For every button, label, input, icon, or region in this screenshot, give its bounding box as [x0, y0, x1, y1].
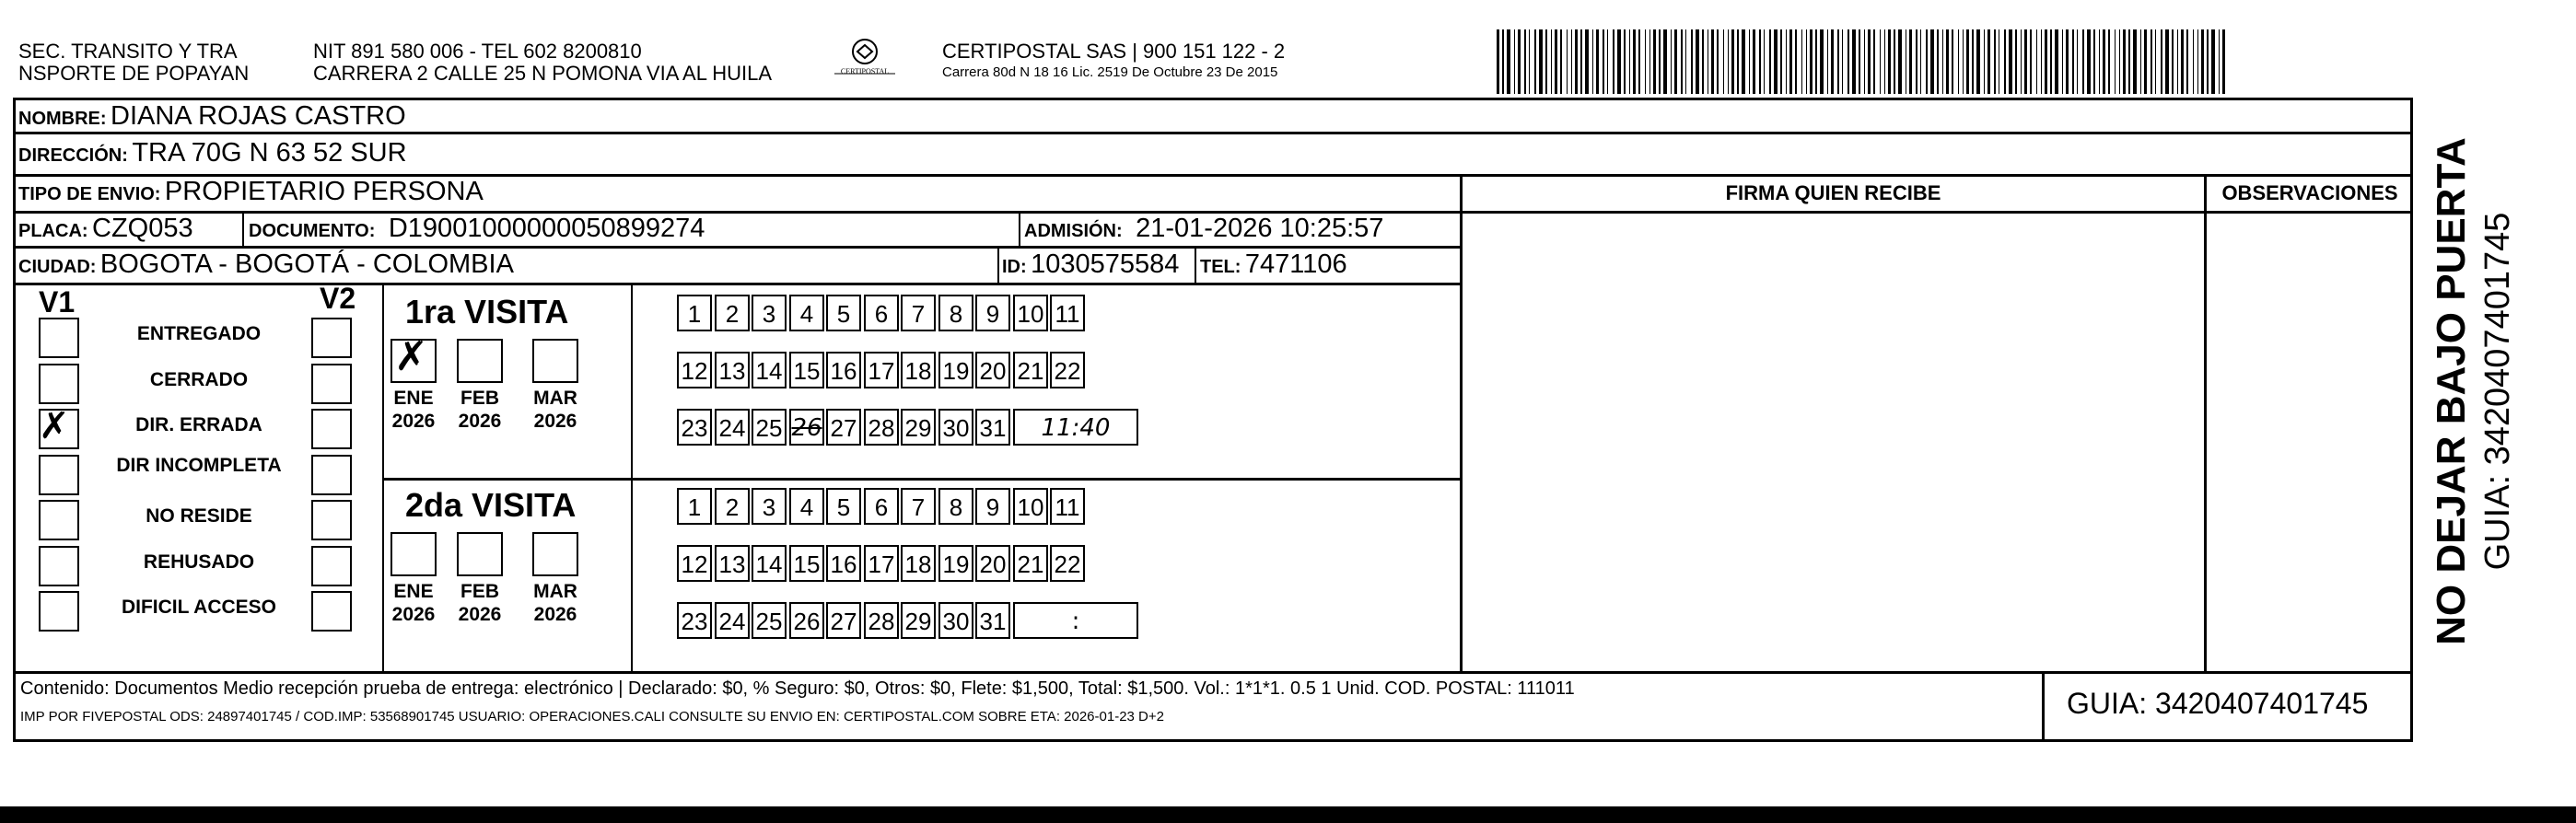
barcode-bar	[2045, 29, 2047, 94]
direccion-label: DIRECCIÓN:	[18, 145, 128, 166]
bottom-band	[0, 806, 2576, 823]
barcode-bar	[2055, 29, 2058, 94]
barcode-bar	[1638, 29, 1640, 94]
second-visit-day-box[interactable]: 8	[938, 488, 973, 525]
barcode-bar	[1633, 29, 1636, 94]
second-visit-day-box[interactable]: 26	[789, 602, 824, 639]
second-visit-day-box[interactable]: 29	[901, 602, 936, 639]
first-visit-day-box[interactable]: 11	[1050, 295, 1085, 331]
barcode-bar	[1898, 29, 1902, 94]
documento-label: DOCUMENTO:	[249, 221, 376, 241]
v1-checkbox[interactable]	[39, 455, 79, 495]
barcode-bar	[2009, 29, 2012, 94]
nombre-value: DIANA ROJAS CASTRO	[111, 101, 406, 131]
company-logo	[833, 37, 897, 85]
second-visit-day-box[interactable]: 21	[1013, 545, 1048, 582]
barcode-bar	[1696, 29, 1699, 94]
barcode-bar	[1831, 29, 1834, 94]
logo-text: CERTIPOSTAL	[840, 67, 890, 75]
barcode-bar	[2062, 29, 2063, 94]
barcode-bar	[1645, 29, 1646, 94]
side-guia: GUIA: 3420407401745	[2478, 212, 2517, 571]
v2-checkbox[interactable]	[311, 455, 352, 495]
status-label: REHUSADO	[143, 551, 255, 573]
barcode-bar	[2041, 29, 2042, 94]
second-visit-title: 2da VISITA	[405, 486, 577, 524]
barcode-bar	[1514, 29, 1515, 94]
barcode-bar	[2082, 29, 2084, 94]
barcode-bar	[1894, 29, 1895, 94]
second-visit-day-box[interactable]: 15	[789, 545, 824, 582]
nombre-label: NOMBRE:	[18, 109, 107, 129]
barcode-bar	[2123, 29, 2126, 94]
second-visit-month-year: 2026	[391, 604, 436, 625]
barcode-bar	[2036, 29, 2037, 94]
second-visit-day-box[interactable]: 18	[901, 545, 936, 582]
first-visit-month-checkbox[interactable]	[457, 339, 503, 383]
first-visit-day-box[interactable]: 29	[901, 409, 936, 446]
ciudad-value: BOGOTA - BOGOTÁ - COLOMBIA	[99, 249, 514, 279]
second-visit-time-box[interactable]: :	[1013, 602, 1138, 639]
barcode-bar	[2050, 29, 2052, 94]
admision-value: 21-01-2026 10:25:57	[1136, 214, 1384, 243]
second-visit-day-box[interactable]: 19	[938, 545, 973, 582]
v2-checkbox[interactable]	[311, 546, 352, 586]
barcode-bar	[2087, 29, 2091, 94]
v2-checkbox[interactable]	[311, 409, 352, 449]
admision-cell	[1024, 214, 1383, 244]
first-visit-day-box[interactable]: 15	[789, 352, 824, 388]
barcode-bar	[1545, 29, 1547, 94]
barcode-bar	[2072, 29, 2074, 94]
barcode-bar	[1674, 29, 1677, 94]
first-visit-day-box[interactable]: 14	[752, 352, 787, 388]
barcode-bar	[1659, 29, 1661, 94]
barcode-bar	[1749, 29, 1750, 94]
second-visit-day-box[interactable]: 5	[826, 488, 861, 525]
barcode-bar	[2004, 29, 2006, 94]
tipo-label: TIPO DE ENVIO:	[18, 184, 161, 204]
barcode-bar	[1649, 29, 1650, 94]
first-visit-day-box[interactable]: 22	[1050, 352, 1085, 388]
barcode-bar	[2201, 29, 2204, 94]
barcode-bar	[1681, 29, 1683, 94]
second-visit-day-box[interactable]: 10	[1013, 488, 1048, 525]
barcode-bar	[2108, 29, 2110, 94]
second-visit-month-label: ENE 2026	[386, 580, 441, 626]
barcode-bar	[1691, 29, 1693, 94]
v2-checkbox[interactable]	[311, 500, 352, 540]
no-dejar-bajo-puerta: NO DEJAR BAJO PUERTA	[2429, 137, 2474, 645]
barcode-bar	[2103, 29, 2105, 94]
tel-value: 7471106	[1244, 249, 1347, 279]
barcode-bar	[2211, 29, 2215, 94]
first-visit-month-label: FEB 2026	[452, 387, 507, 433]
first-visit-day-box[interactable]: 17	[864, 352, 899, 388]
barcode-bar	[1653, 29, 1656, 94]
barcode-bar	[1497, 29, 1499, 94]
barcode-bar	[1873, 29, 1875, 94]
barcode-bar	[2151, 29, 2152, 94]
first-visit-day-box[interactable]: 28	[864, 409, 899, 446]
status-label: NO RESIDE	[146, 505, 252, 527]
first-visit-day-box[interactable]: 24	[715, 409, 750, 446]
second-visit-day-box[interactable]: 4	[789, 488, 824, 525]
barcode-bar	[1737, 29, 1739, 94]
barcode-bar	[1847, 29, 1849, 94]
v1-checkbox[interactable]	[39, 318, 79, 358]
barcode-bar	[2161, 29, 2162, 94]
second-visit-day-box[interactable]: 12	[677, 545, 712, 582]
barcode-bar	[1524, 29, 1526, 94]
second-visit-day-box[interactable]: 22	[1050, 545, 1085, 582]
first-visit-day-box[interactable]: 31	[975, 409, 1010, 446]
barcode-bar	[1994, 29, 1996, 94]
barcode-bar	[1976, 29, 1980, 94]
company-line: CERTIPOSTAL SAS | 900 151 122 - 2	[942, 40, 1286, 63]
first-visit-day-box[interactable]: 5	[826, 295, 861, 331]
barcode-bar	[2077, 29, 2078, 94]
first-visit-day-box[interactable]: 30	[938, 409, 973, 446]
first-visit-day-box[interactable]: 23	[677, 409, 712, 446]
barcode-bar	[1617, 29, 1621, 94]
barcode-bar	[1880, 29, 1881, 94]
barcode-bar	[1966, 29, 1969, 94]
v2-label: V2	[320, 282, 356, 315]
barcode-bar	[1984, 29, 1985, 94]
second-visit-month-label: MAR 2026	[528, 580, 583, 626]
id-label: ID:	[1002, 257, 1027, 277]
admision-label: ADMISIÓN:	[1024, 221, 1123, 241]
barcode-bar	[1780, 29, 1782, 94]
v2-checkbox[interactable]	[311, 364, 352, 404]
barcode-bar	[1759, 29, 1761, 94]
first-visit-month-year: 2026	[458, 411, 502, 432]
barcode-bar	[1580, 29, 1582, 94]
footer-content-line: Contenido: Documentos Medio recepción prueba de entrega: electrónico | Declarado: $0, % Seguro: $0, Otros: $0, Flete: $1,500, Total: $1,500. Vol.: 1*1*1. 0.5 1 Unid. COD. POSTAL: 111011	[20, 678, 1575, 699]
placa-cell	[18, 214, 193, 244]
barcode-bar	[1592, 29, 1593, 94]
barcode-bar	[2015, 29, 2017, 94]
status-label: ENTREGADO	[136, 323, 262, 344]
second-visit-month-checkbox[interactable]	[390, 532, 437, 576]
barcode-bar	[2165, 29, 2169, 94]
barcode-bar	[2144, 29, 2147, 94]
first-visit-day-box[interactable]: 1	[677, 295, 712, 331]
sender-line-2: NSPORTE DE POPAYAN	[18, 62, 250, 85]
placa-value: CZQ053	[92, 214, 193, 243]
barcode-bar	[2177, 29, 2178, 94]
barcode-bar	[1731, 29, 1734, 94]
status-label: DIR INCOMPLETA	[116, 455, 282, 476]
second-visit-day-box[interactable]: 16	[826, 545, 861, 582]
nit-block	[313, 41, 772, 85]
barcode-bar	[1810, 29, 1813, 94]
barcode-bar	[1629, 29, 1630, 94]
direccion-value: TRA 70G N 63 52 SUR	[132, 138, 407, 168]
status-label: DIFICIL ACCESO	[121, 597, 276, 618]
v2-checkbox[interactable]	[311, 591, 352, 632]
first-visit-day-box[interactable]: 12	[677, 352, 712, 388]
first-visit-day-box[interactable]: 2	[715, 295, 750, 331]
barcode-bar	[1827, 29, 1828, 94]
barcode-bar	[1942, 29, 1943, 94]
barcode-bar	[1852, 29, 1856, 94]
barcode-bar	[1884, 29, 1885, 94]
barcode-bar	[1952, 29, 1953, 94]
barcode-bar	[2155, 29, 2156, 94]
barcode-bar	[2193, 29, 2194, 94]
barcode-bar	[2066, 29, 2069, 94]
barcode-bar	[1555, 29, 1557, 94]
second-visit-month-year: 2026	[533, 604, 577, 625]
barcode-bar	[1539, 29, 1543, 94]
barcode-bar	[1786, 29, 1787, 94]
second-visit-day-box[interactable]: 7	[901, 488, 936, 525]
documento-cell	[249, 214, 705, 244]
second-visit-day-box[interactable]: 14	[752, 545, 787, 582]
tel-label: TEL:	[1200, 257, 1241, 277]
v2-checkbox[interactable]	[311, 318, 352, 358]
second-visit-day-box[interactable]: 2	[715, 488, 750, 525]
barcode-bar	[1702, 29, 1704, 94]
first-visit-month-check-mark: ✗	[394, 333, 428, 380]
barcode-bar	[1769, 29, 1771, 94]
barcode-bar	[1815, 29, 1817, 94]
barcode-bar	[1507, 29, 1510, 94]
barcode-bar	[1529, 29, 1530, 94]
barcode-bar	[2021, 29, 2022, 94]
barcode-bar	[1958, 29, 1959, 94]
barcode-bar	[1842, 29, 1843, 94]
barcode-bar	[2093, 29, 2095, 94]
first-visit-day-box[interactable]: 7	[901, 295, 936, 331]
first-visit-day-box[interactable]: 8	[938, 295, 973, 331]
barcode-bar	[1551, 29, 1552, 94]
v1-label: V1	[39, 285, 76, 319]
v1-checkbox[interactable]	[39, 591, 79, 632]
second-visit-day-box[interactable]: 9	[975, 488, 1010, 525]
first-visit-day-box[interactable]: 25	[752, 409, 787, 446]
company-block	[942, 41, 1285, 83]
first-visit-day-box[interactable]: 19	[938, 352, 973, 388]
nombre-row	[18, 101, 406, 132]
barcode-bar	[1920, 29, 1921, 94]
ciudad-label: CIUDAD:	[18, 257, 97, 277]
id-cell	[1002, 249, 1179, 280]
second-visit-month-label: FEB 2026	[452, 580, 507, 626]
barcode-bar	[2207, 29, 2209, 94]
barcode-bar	[2133, 29, 2137, 94]
first-visit-month-label: MAR 2026	[528, 387, 583, 433]
first-visit-day-box[interactable]: 26	[789, 409, 824, 446]
footer-guia: GUIA: 3420407401745	[2067, 687, 2369, 720]
first-visit-month-year: 2026	[533, 411, 577, 432]
second-visit-day-box[interactable]: 1	[677, 488, 712, 525]
first-visit-title: 1ra VISITA	[405, 293, 569, 330]
first-visit-time-box[interactable]: 11:40	[1013, 409, 1138, 446]
barcode-bar	[1671, 29, 1672, 94]
barcode-bar	[2222, 29, 2225, 94]
first-visit-month-label: ENE 2026	[386, 387, 441, 433]
id-value: 1030575584	[1031, 249, 1180, 279]
barcode-bar	[2181, 29, 2184, 94]
barcode-bar	[1820, 29, 1824, 94]
second-visit-day-box[interactable]: 20	[975, 545, 1010, 582]
second-visit-day-box[interactable]: 30	[938, 602, 973, 639]
barcode-bar	[1987, 29, 1990, 94]
second-visit-day-box[interactable]: 31	[975, 602, 1010, 639]
barcode-bar	[1596, 29, 1599, 94]
barcode-bar	[1806, 29, 1807, 94]
second-visit-day-box[interactable]: 17	[864, 545, 899, 582]
sender-block	[18, 41, 249, 85]
barcode-bar	[1946, 29, 1949, 94]
barcode-bar	[1624, 29, 1626, 94]
second-visit-day-box[interactable]: 25	[752, 602, 787, 639]
barcode-bar	[1916, 29, 1917, 94]
first-visit-month-checkbox[interactable]	[532, 339, 578, 383]
observaciones-header: OBSERVACIONES	[2221, 181, 2398, 204]
ciudad-cell	[18, 249, 514, 280]
first-visit-day-box[interactable]: 16	[826, 352, 861, 388]
footer-imp-line: IMP POR FIVEPOSTAL ODS: 24897401745 / COD.IMP: 53568901745 USUARIO: OPERACIONES.CALI CONSULTE SU ENVIO EN: CERTIPOSTAL.COM SOBRE ETA: 2026-01-23 D+2	[20, 709, 1164, 724]
barcode-bar	[2197, 29, 2198, 94]
barcode-bar	[2128, 29, 2130, 94]
address-line: CARRERA 2 CALLE 25 N POMONA VIA AL HUILA	[313, 62, 773, 85]
first-visit-day-box[interactable]: 3	[752, 295, 787, 331]
status-label: CERRADO	[149, 369, 249, 390]
barcode-bar	[1585, 29, 1589, 94]
barcode-bar	[1764, 29, 1765, 94]
v1-checkbox[interactable]	[39, 364, 79, 404]
first-visit-day-box[interactable]: 21	[1013, 352, 1048, 388]
first-visit-day-box[interactable]: 9	[975, 295, 1010, 331]
first-visit-day-box[interactable]: 13	[715, 352, 750, 388]
barcode-bar	[2172, 29, 2174, 94]
barcode-bar	[1888, 29, 1891, 94]
barcode-bar	[2119, 29, 2120, 94]
barcode-bar	[1663, 29, 1667, 94]
first-visit-day-box[interactable]: 27	[826, 409, 861, 446]
second-visit-day-box[interactable]: 3	[752, 488, 787, 525]
barcode-bar	[1774, 29, 1778, 94]
barcode-bar	[1518, 29, 1521, 94]
second-visit-month-checkbox[interactable]	[532, 532, 578, 576]
first-visit-day-box[interactable]: 10	[1013, 295, 1048, 331]
barcode-bar	[2115, 29, 2116, 94]
sender-line-1: SEC. TRANSITO Y TRA	[18, 40, 238, 63]
first-visit-day-box[interactable]: 18	[901, 352, 936, 388]
v1-check-mark: ✗	[39, 405, 70, 447]
barcode-bar	[1795, 29, 1797, 94]
barcode-bar	[2099, 29, 2100, 94]
second-visit-day-box[interactable]: 24	[715, 602, 750, 639]
barcode-bar	[2030, 29, 2032, 94]
barcode-bar	[1742, 29, 1745, 94]
barcode-bar	[1711, 29, 1714, 94]
direccion-row	[18, 138, 407, 168]
certipostal-logo-icon	[833, 37, 897, 85]
barcode-bar	[1868, 29, 1871, 94]
barcode-bar	[1972, 29, 1974, 94]
barcode-bar	[1864, 29, 1865, 94]
barcode-bar	[1930, 29, 1934, 94]
first-visit-month-year: 2026	[391, 411, 436, 432]
v1-checkbox[interactable]	[39, 500, 79, 540]
first-visit-day-box[interactable]: 20	[975, 352, 1010, 388]
barcode-bar	[2219, 29, 2220, 94]
status-label: DIR. ERRADA	[135, 414, 262, 435]
second-visit-day-box[interactable]: 11	[1050, 488, 1085, 525]
barcode-bar	[1717, 29, 1719, 94]
side-block	[2429, 129, 2558, 654]
barcode-bar	[2186, 29, 2188, 94]
second-visit-day-box[interactable]: 28	[864, 602, 899, 639]
barcode-bar	[1926, 29, 1928, 94]
second-visit-day-box[interactable]: 13	[715, 545, 750, 582]
barcode-bar	[1571, 29, 1572, 94]
first-visit-day-box[interactable]: 6	[864, 295, 899, 331]
barcode-bar	[1859, 29, 1860, 94]
barcode-bar	[1728, 29, 1729, 94]
second-visit-day-box[interactable]: 27	[826, 602, 861, 639]
documento-value: D19001000000050899274	[388, 214, 705, 243]
nit-line: NIT 891 580 006 - TEL 602 8200810	[313, 40, 642, 63]
barcode-bar	[1963, 29, 1964, 94]
barcode-bar	[1534, 29, 1536, 94]
tipo-row	[18, 177, 484, 207]
barcode-bar	[1937, 29, 1939, 94]
second-visit-day-box[interactable]: 6	[864, 488, 899, 525]
barcode-bar	[1909, 29, 1912, 94]
barcode-bar	[1560, 29, 1562, 94]
v1-checkbox[interactable]	[39, 546, 79, 586]
barcode-bar	[1685, 29, 1686, 94]
tel-cell	[1200, 249, 1347, 280]
barcode-bar	[2024, 29, 2027, 94]
first-visit-day-box[interactable]: 4	[789, 295, 824, 331]
barcode-bar	[2140, 29, 2141, 94]
second-visit-month-checkbox[interactable]	[457, 532, 503, 576]
second-visit-day-box[interactable]: 23	[677, 602, 712, 639]
barcode-bar	[1801, 29, 1802, 94]
barcode-bar	[1567, 29, 1568, 94]
firma-header: FIRMA QUIEN RECIBE	[1725, 181, 1941, 204]
second-visit-month-year: 2026	[458, 604, 502, 625]
barcode-bar	[1789, 29, 1792, 94]
barcode-bar	[1603, 29, 1604, 94]
barcode-bar	[1723, 29, 1724, 94]
barcode-bar	[1575, 29, 1578, 94]
placa-label: PLACA:	[18, 221, 88, 241]
barcode-bar	[1502, 29, 1504, 94]
license-line: Carrera 80d N 18 16 Lic. 2519 De Octubre 23 De 2015	[942, 64, 1278, 80]
barcode-bar	[1613, 29, 1614, 94]
barcode	[1497, 29, 2231, 94]
barcode-bar	[1607, 29, 1608, 94]
tipo-value: PROPIETARIO PERSONA	[164, 177, 484, 206]
barcode-bar	[1837, 29, 1839, 94]
barcode-bar	[1753, 29, 1755, 94]
